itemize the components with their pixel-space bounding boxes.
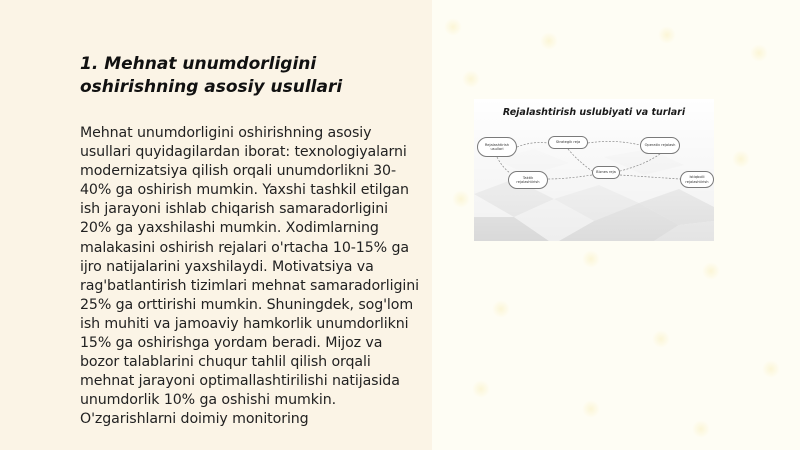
diagram-node: Operativ rejalash bbox=[640, 137, 680, 154]
slide-title: 1. Mehnat unumdorligini oshirishning asosiy usullari bbox=[80, 54, 343, 97]
background-dot bbox=[444, 18, 462, 36]
background-dot bbox=[692, 420, 710, 438]
diagram-node: Rejalashtirish usullari bbox=[477, 137, 517, 157]
background-dot bbox=[472, 380, 490, 398]
background-dot bbox=[582, 250, 600, 268]
body-text: Mehnat unumdorligini oshirishning asosiy usullari quyidagilardan iborat: texnologiyalarni modernizatsiya qilish orqali unumdorlikni 30-40% ga oshirish mumkin. Yaxshi tashkil etilgan ish jarayoni ishlab chiqarish samaradorligini 20% ga yaxshilashi mumkin. Xodimlarning malakasini oshirish rejalari o'rtacha 10-15% ga ijro natijalarini yaxshilaydi. Motivatsiya va rag'batlantirish tizimlari mehnat samaradorligini 25% ga orttirishi mumkin. Shuningdek, sog'lom ish muhiti va jamoaviy hamkorlik unumdorlikni 15% ga oshirishga yordam beradi. Mijoz va bozor talablarini chuqur tahlil qilish orqali mehnat jarayoni optimallashtirilishi natijasida unumdorlik 10% ga oshishi mumkin. O'zgarishlarni doimiy monitoring bbox=[80, 125, 419, 428]
diagram-image bbox=[474, 99, 714, 241]
diagram-node: Taktik rejalashtirish bbox=[508, 171, 548, 189]
background-dot bbox=[452, 190, 470, 208]
background-dot bbox=[750, 44, 768, 62]
background-dot bbox=[540, 32, 558, 50]
diagram-node: Strategik reja bbox=[548, 136, 588, 149]
background-dot bbox=[492, 300, 510, 318]
background-dot bbox=[762, 360, 780, 378]
diagram-title: Rejalashtirish uslubiyati va turlari bbox=[502, 107, 686, 118]
background-dot bbox=[462, 70, 480, 88]
background-dot bbox=[702, 262, 720, 280]
background-dot bbox=[652, 330, 670, 348]
background-dot bbox=[658, 26, 676, 44]
diagram-node: Istiqbolli rejalashtirish bbox=[680, 171, 714, 188]
diagram-node: Biznes reja bbox=[592, 166, 620, 179]
background-dot bbox=[582, 400, 600, 418]
background-dot bbox=[732, 150, 750, 168]
